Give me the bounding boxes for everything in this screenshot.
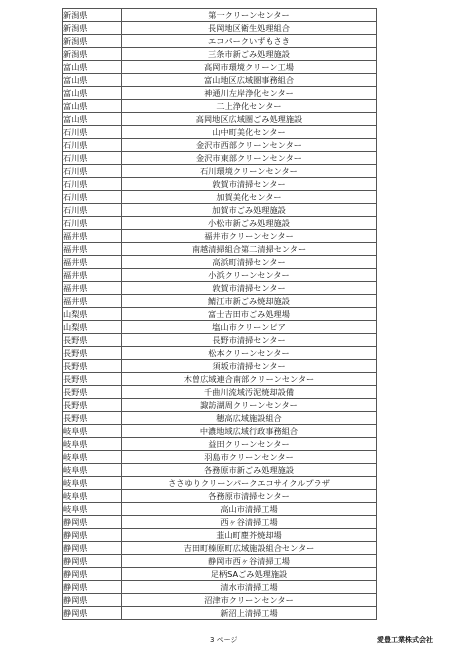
facility-cell: 各務原市新ごみ処理施設 <box>122 464 377 477</box>
facility-cell: 吉田町榛原町広域施設組合センター <box>122 542 377 555</box>
table-row <box>63 152 377 165</box>
facility-cell: 清水市清掃工場 <box>122 581 377 594</box>
prefecture-cell: 福井県 <box>63 269 122 282</box>
table-row <box>63 113 377 126</box>
facility-cell: 二上浄化センター <box>122 100 377 113</box>
table-row <box>63 334 377 347</box>
facility-cell: ささゆりクリーンパークエコサイクルプラザ <box>122 477 377 490</box>
prefecture-cell: 静岡県 <box>63 568 122 581</box>
facility-cell: 羽島市クリーンセンター <box>122 451 377 464</box>
facility-cell: 木曽広域連合南部クリーンセンター <box>122 373 377 386</box>
table-row <box>63 464 377 477</box>
prefecture-cell: 富山県 <box>63 74 122 87</box>
prefecture-cell: 富山県 <box>63 100 122 113</box>
prefecture-cell: 福井県 <box>63 230 122 243</box>
table-row <box>63 529 377 542</box>
facility-cell: 足柄SAごみ処理施設 <box>122 568 377 581</box>
facility-cell: 静岡市西ヶ谷清掃工場 <box>122 555 377 568</box>
table-row <box>63 191 377 204</box>
table-row <box>63 373 377 386</box>
table-row <box>63 204 377 217</box>
prefecture-cell: 山梨県 <box>63 308 122 321</box>
prefecture-cell: 福井県 <box>63 256 122 269</box>
facility-cell: 松本クリーンセンター <box>122 347 377 360</box>
prefecture-cell: 長野県 <box>63 347 122 360</box>
facility-cell: 益田クリーンセンター <box>122 438 377 451</box>
facility-cell: 各務原市清掃センター <box>122 490 377 503</box>
facility-cell: 高山市清掃工場 <box>122 503 377 516</box>
prefecture-cell: 長野県 <box>63 412 122 425</box>
table-row <box>63 9 377 22</box>
table-row <box>63 295 377 308</box>
prefecture-cell: 岐阜県 <box>63 425 122 438</box>
prefecture-cell: 石川県 <box>63 165 122 178</box>
table-row <box>63 477 377 490</box>
table-row <box>63 438 377 451</box>
facility-cell: 穂高広域施設組合 <box>122 412 377 425</box>
table-row <box>63 243 377 256</box>
table-row <box>63 22 377 35</box>
table-row <box>63 568 377 581</box>
table-row <box>63 360 377 373</box>
facility-cell: 南越清掃組合第二清掃センター <box>122 243 377 256</box>
prefecture-cell: 石川県 <box>63 204 122 217</box>
facility-cell: 敦賀市清掃センター <box>122 282 377 295</box>
prefecture-cell: 岐阜県 <box>63 477 122 490</box>
prefecture-cell: 福井県 <box>63 282 122 295</box>
facility-cell: 第一クリーンセンター <box>122 9 377 22</box>
table-row <box>63 100 377 113</box>
facility-cell: 鯖江市新ごみ焼却施設 <box>122 295 377 308</box>
table-row <box>63 386 377 399</box>
table-row <box>63 126 377 139</box>
facility-cell: 敦賀市清掃センター <box>122 178 377 191</box>
facility-cell: 千曲川流域汚泥焼却設備 <box>122 386 377 399</box>
facility-cell: 神通川左岸浄化センター <box>122 87 377 100</box>
facility-cell: 福井市クリーンセンター <box>122 230 377 243</box>
prefecture-cell: 新潟県 <box>63 48 122 61</box>
prefecture-cell: 福井県 <box>63 243 122 256</box>
facility-cell: 山中町美化センター <box>122 126 377 139</box>
table-row <box>63 594 377 607</box>
facility-table-container <box>62 8 377 620</box>
page-footer <box>0 635 450 647</box>
prefecture-cell: 静岡県 <box>63 594 122 607</box>
facility-cell: 小浜クリーンセンター <box>122 269 377 282</box>
table-row <box>63 256 377 269</box>
prefecture-cell: 静岡県 <box>63 555 122 568</box>
prefecture-cell: 長野県 <box>63 373 122 386</box>
table-row <box>63 321 377 334</box>
table-row <box>63 217 377 230</box>
prefecture-cell: 岐阜県 <box>63 464 122 477</box>
table-row <box>63 230 377 243</box>
prefecture-cell: 長野県 <box>63 334 122 347</box>
facility-cell: 高岡市環境クリーン工場 <box>122 61 377 74</box>
facility-cell: 金沢市西部クリーンセンター <box>122 139 377 152</box>
table-row <box>63 581 377 594</box>
table-row <box>63 451 377 464</box>
table-row <box>63 74 377 87</box>
facility-cell: 須坂市清掃センター <box>122 360 377 373</box>
facility-cell: 富山地区広域圏事務組合 <box>122 74 377 87</box>
facility-cell: エコパークいずもさき <box>122 35 377 48</box>
prefecture-cell: 長野県 <box>63 399 122 412</box>
facility-cell: 高浜町清掃センター <box>122 256 377 269</box>
table-row <box>63 48 377 61</box>
prefecture-cell: 岐阜県 <box>63 451 122 464</box>
table-row <box>63 87 377 100</box>
facility-cell: 西ヶ谷清掃工場 <box>122 516 377 529</box>
prefecture-cell: 石川県 <box>63 139 122 152</box>
table-row <box>63 178 377 191</box>
prefecture-cell: 石川県 <box>63 178 122 191</box>
table-row <box>63 282 377 295</box>
prefecture-cell: 石川県 <box>63 152 122 165</box>
facility-cell: 韮山町塵芥焼却場 <box>122 529 377 542</box>
table-row <box>63 399 377 412</box>
prefecture-cell: 福井県 <box>63 295 122 308</box>
prefecture-cell: 山梨県 <box>63 321 122 334</box>
prefecture-cell: 静岡県 <box>63 516 122 529</box>
prefecture-cell: 石川県 <box>63 126 122 139</box>
table-row <box>63 607 377 620</box>
prefecture-cell: 新潟県 <box>63 22 122 35</box>
prefecture-cell: 石川県 <box>63 217 122 230</box>
table-row <box>63 347 377 360</box>
prefecture-cell: 長野県 <box>63 386 122 399</box>
facility-cell: 新沼上清掃工場 <box>122 607 377 620</box>
prefecture-cell: 新潟県 <box>63 35 122 48</box>
table-row <box>63 308 377 321</box>
table-row <box>63 269 377 282</box>
facility-cell: 加賀市ごみ処理施設 <box>122 204 377 217</box>
facility-cell: 沼津市クリーンセンター <box>122 594 377 607</box>
table-row <box>63 412 377 425</box>
table-row <box>63 165 377 178</box>
prefecture-cell: 石川県 <box>63 191 122 204</box>
facility-cell: 加賀美化センター <box>122 191 377 204</box>
table-row <box>63 61 377 74</box>
prefecture-cell: 長野県 <box>63 360 122 373</box>
facility-cell: 富士吉田市ごみ処理場 <box>122 308 377 321</box>
prefecture-cell: 岐阜県 <box>63 490 122 503</box>
prefecture-cell: 富山県 <box>63 113 122 126</box>
facility-cell: 長岡地区衛生処理組合 <box>122 22 377 35</box>
prefecture-cell: 静岡県 <box>63 542 122 555</box>
company-name: 愛豊工業株式会社 <box>377 636 433 644</box>
facility-cell: 長野市清掃センター <box>122 334 377 347</box>
prefecture-cell: 静岡県 <box>63 607 122 620</box>
facility-table-body <box>63 9 377 620</box>
prefecture-cell: 岐阜県 <box>63 503 122 516</box>
prefecture-cell: 静岡県 <box>63 581 122 594</box>
table-row <box>63 503 377 516</box>
table-row <box>63 425 377 438</box>
facility-cell: 金沢市東部クリーンセンター <box>122 152 377 165</box>
page-number: 3 ページ <box>210 636 238 644</box>
facility-cell: 塩山市クリーンピア <box>122 321 377 334</box>
table-row <box>63 139 377 152</box>
table-row <box>63 35 377 48</box>
prefecture-cell: 新潟県 <box>63 9 122 22</box>
prefecture-cell: 富山県 <box>63 87 122 100</box>
table-row <box>63 516 377 529</box>
facility-table <box>62 8 377 620</box>
facility-cell: 中濃地域広域行政事務組合 <box>122 425 377 438</box>
facility-cell: 三条市新ごみ処理施設 <box>122 48 377 61</box>
facility-cell: 高岡地区広域圏ごみ処理施設 <box>122 113 377 126</box>
facility-cell: 石川環境クリーンセンター <box>122 165 377 178</box>
facility-cell: 諏訪湖周クリーンセンター <box>122 399 377 412</box>
prefecture-cell: 富山県 <box>63 61 122 74</box>
facility-cell: 小松市新ごみ処理施設 <box>122 217 377 230</box>
prefecture-cell: 静岡県 <box>63 529 122 542</box>
table-row <box>63 542 377 555</box>
table-row <box>63 490 377 503</box>
prefecture-cell: 岐阜県 <box>63 438 122 451</box>
table-row <box>63 555 377 568</box>
